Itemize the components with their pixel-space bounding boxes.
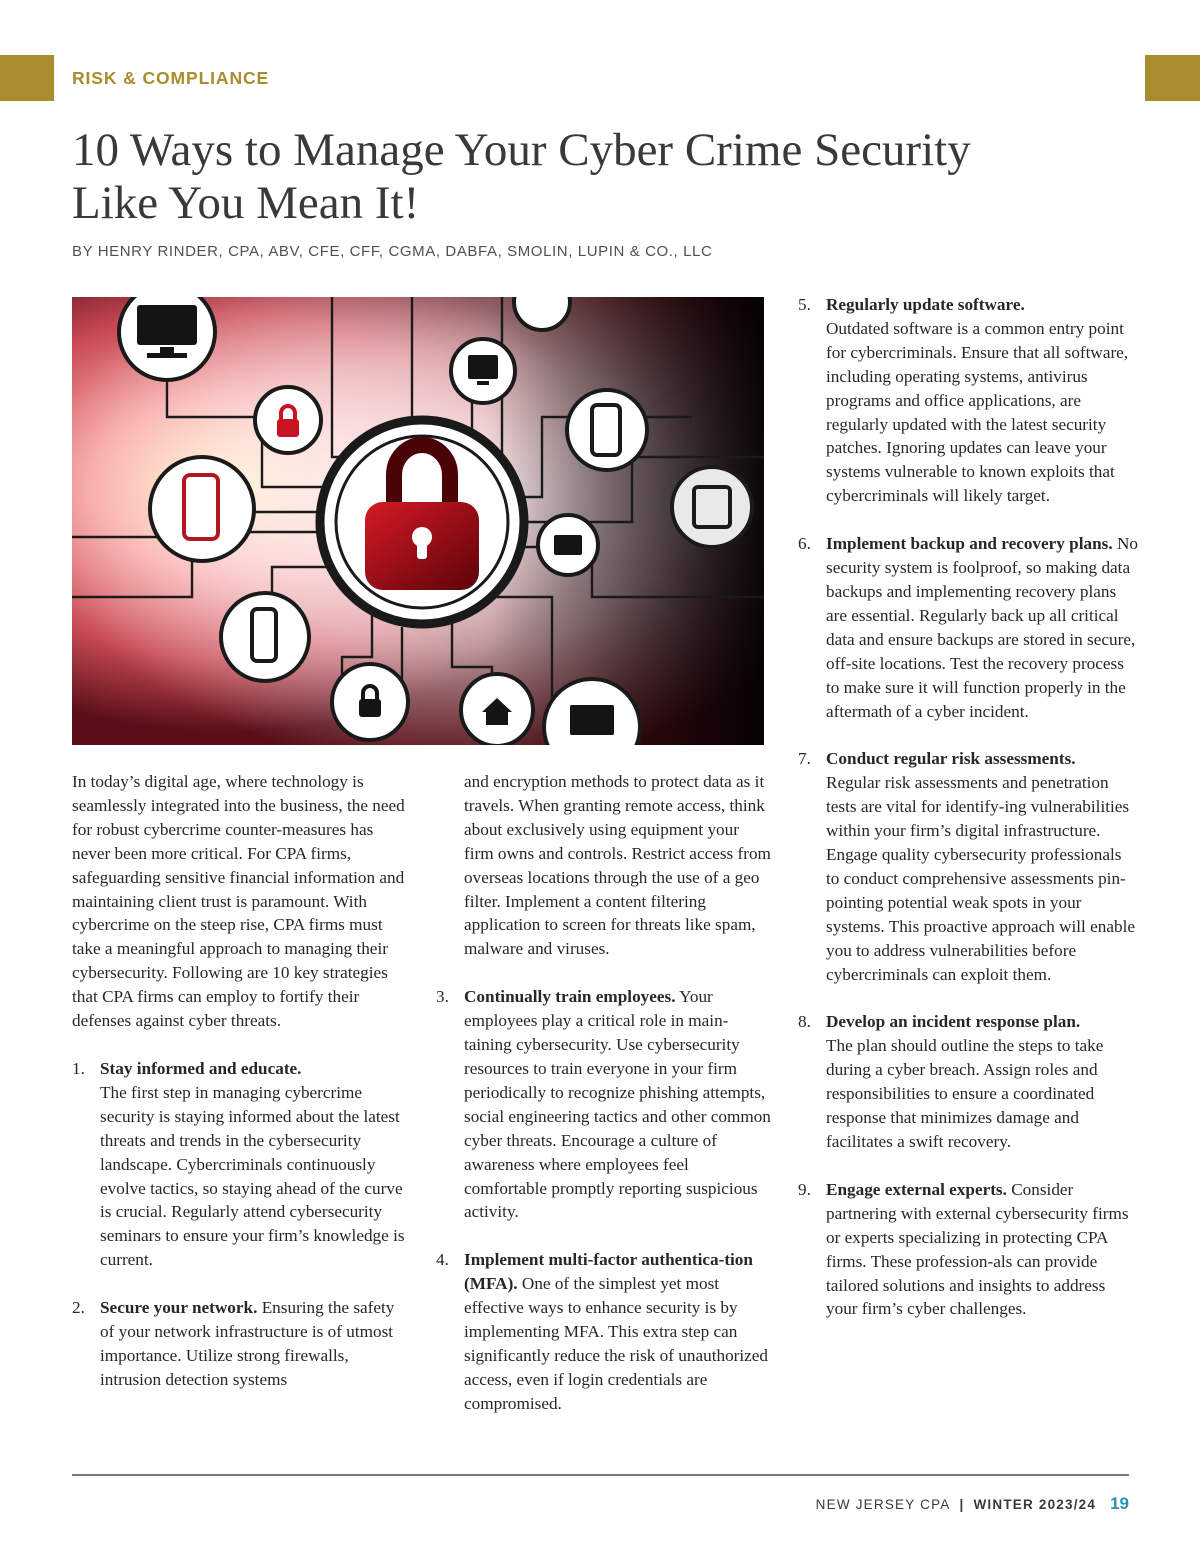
list-item-body: The first step in managing cybercrime security is staying informed about the latest threats and trends in the cybersecurity landscape. Cybercriminals continuously evolve tactics, so staying ahead of the curve is crucial. Regularly attend cybersecurity seminars to ensure your firm’s knowledge is current.: [100, 1082, 405, 1270]
list-item: [72, 1057, 412, 1272]
list-item-body: Regular risk assessments and penetration tests are vital for identify-ing vulnerabilities within your firm’s digital infrastructure. Engage quality cybersecurity professionals to conduct comprehensive assessments pin-pointing potential weak spots in your systems. This proactive approach will enable you to address vulnerabilities before cybercriminals can exploit them.: [826, 773, 1135, 984]
byline: BY HENRY RINDER, CPA, ABV, CFE, CFF, CGMA, DABFA, SMOLIN, LUPIN & CO., LLC: [72, 243, 713, 260]
list-item-body: One of the simplest yet most effective ways to enhance security is by implementing MFA. This extra step can significantly reduce the risk of unauthorized access, even if login credentials are compromised.: [464, 1274, 769, 1413]
list-item-number: 1.: [72, 1058, 85, 1078]
list-item-number: 3.: [436, 987, 449, 1007]
list-item-body: Outdated software is a common entry point for cybercriminals. Ensure that all software, including operating systems, antivirus programs and office applications, are regularly updated with the latest security patches. Ignoring updates can leave your systems vulnerable to known exploits that cybercriminals will likely target.: [826, 318, 1129, 506]
list-item-heading: Implement multi-factor authentica-tion (MFA).: [464, 1250, 753, 1294]
list-item-number: 5.: [798, 295, 811, 314]
list-item-body: Consider partnering with external cybersecurity firms or experts specializing in protecting CPA firms. These profession-als can provide tailored solutions and insights to address your firm’s cyber challenges.: [826, 1179, 1129, 1319]
list-item-body: and encryption methods to protect data as it travels. When granting remote access, think about exclusively using equipment your firm owns and controls. Restrict access from overseas locations through the use of a geo filter. Implement a content filtering application to screen for threats like spam, malware and viruses.: [464, 772, 771, 959]
section-label: RISK & COMPLIANCE: [72, 68, 270, 88]
list-item-body: No security system is foolproof, so making data backups and implementing recovery plans are essential. Regularly back up all critical data and ensure backups are stored in secure, off-site locations. Test the recovery process to make sure it will function properly in the aftermath of a cyber incident.: [826, 534, 1138, 721]
list-item: [798, 293, 1138, 508]
list-item: [72, 1296, 412, 1392]
list-item-body: Ensuring the safety of your network infrastructure is of utmost importance. Utilize strong firewalls, intrusion detection systems: [100, 1298, 395, 1389]
list-item-heading: Secure your network.: [100, 1298, 258, 1318]
list-item-heading: Conduct regular risk assessments.: [826, 749, 1076, 769]
list-item-heading: Regularly update software.: [826, 295, 1025, 314]
list-item-heading: Develop an incident response plan.: [826, 1012, 1081, 1032]
cybersecurity-hero-image: [72, 297, 764, 745]
list-item-continuation: [436, 770, 771, 961]
list-item-number: 8.: [798, 1012, 811, 1032]
list-item: [798, 1178, 1138, 1321]
page-number: 19: [1110, 1494, 1129, 1513]
article-title: [72, 124, 1052, 230]
column-1: [72, 770, 412, 1392]
list-item: [798, 532, 1138, 723]
list-item: [798, 1010, 1138, 1153]
footer-separator: |: [959, 1497, 965, 1512]
issue-date: WINTER 2023/24: [973, 1497, 1097, 1512]
section-accent-bar-left: [0, 55, 54, 101]
list-item: [436, 985, 771, 1224]
section-accent-bar-right: [1145, 55, 1200, 101]
list-item-heading: Implement backup and recovery plans.: [826, 534, 1113, 554]
list-item-number: 7.: [798, 749, 811, 769]
publication-name: NEW JERSEY CPA: [815, 1497, 951, 1512]
list-item-body: The plan should outline the steps to take during a cyber breach. Assign roles and responsibilities to ensure a coordinated response that minimizes damage and facilitates a swift recovery.: [826, 1036, 1104, 1151]
footer-divider: [72, 1474, 1129, 1476]
list-item-number: 2.: [72, 1298, 85, 1318]
article-title-line-2: Like You Mean It!: [72, 177, 420, 229]
intro-paragraph: In today’s digital age, where technology is seamlessly integrated into the business, the need for robust cybercrime counter-measures has never been more critical. For CPA firms, safeguarding sensitive financial information and maintaining client trust is paramount. With cybercrime on the steep rise, CPA firms must take a meaningful approach to managing their cybersecurity. Following are 10 key strategies that CPA firms can employ to fortify their defenses against cyber threats.: [72, 772, 405, 1031]
list-item-heading: Engage external experts.: [826, 1179, 1007, 1199]
list-item: [798, 747, 1138, 986]
list-item-number: 9.: [798, 1179, 811, 1199]
list-item-heading: Stay informed and educate.: [100, 1058, 302, 1078]
page-footer: [816, 1494, 1129, 1514]
list-item-number: 4.: [436, 1250, 449, 1270]
list-item-number: 6.: [798, 534, 811, 554]
article-title-line-1: 10 Ways to Manage Your Cyber Crime Security: [72, 124, 971, 176]
list-item-body: Your employees play a critical role in main-taining cybersecurity. Use cybersecurity resources to train everyone in your firm periodically to recognize phishing attempts, social engineering tactics and other common cyber threats. Encourage a culture of awareness where employees feel comfortable promptly reporting suspicious activity.: [464, 987, 771, 1222]
list-item: [436, 1248, 771, 1415]
column-2: [436, 770, 771, 1416]
list-item-heading: Continually train employees.: [464, 987, 676, 1007]
column-3: [798, 293, 1138, 1321]
